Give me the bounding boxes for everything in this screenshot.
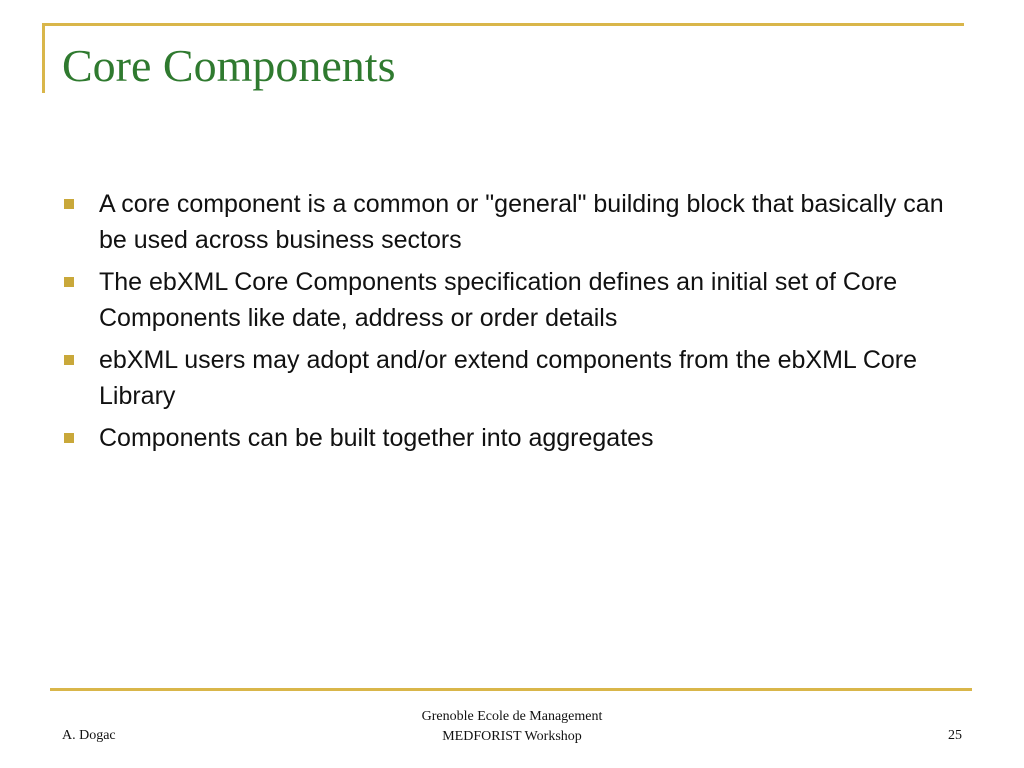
bullet-text: Components can be built together into aggregates — [99, 424, 654, 452]
bullet-text: ebXML users may adopt and/or extend components from the ebXML Core Library — [99, 346, 918, 410]
slide-title: Core Components — [62, 40, 396, 91]
bullet-text: A core component is a common or "general" building block that basically can be used across business sectors — [99, 190, 944, 254]
square-bullet-icon — [64, 433, 74, 443]
bullet-item — [62, 420, 962, 456]
bullet-text: The ebXML Core Components specification defines an initial set of Core Components like date, address or order details — [99, 268, 898, 332]
bullet-item — [62, 264, 962, 336]
square-bullet-icon — [64, 277, 74, 287]
bullet-item — [62, 342, 962, 414]
top-frame-line — [42, 23, 964, 26]
left-frame-line — [42, 23, 45, 93]
square-bullet-icon — [64, 355, 74, 365]
footer-venue-line-2: MEDFORIST Workshop — [442, 729, 582, 744]
square-bullet-icon — [64, 199, 74, 209]
page-number: 25 — [948, 728, 962, 743]
footer-venue-line-1: Grenoble Ecole de Management — [421, 709, 603, 724]
bullet-item — [62, 186, 962, 258]
footer-venue — [362, 707, 662, 747]
footer-divider — [50, 688, 972, 691]
footer-author: A. Dogac — [62, 728, 116, 743]
bullet-list — [62, 186, 962, 462]
